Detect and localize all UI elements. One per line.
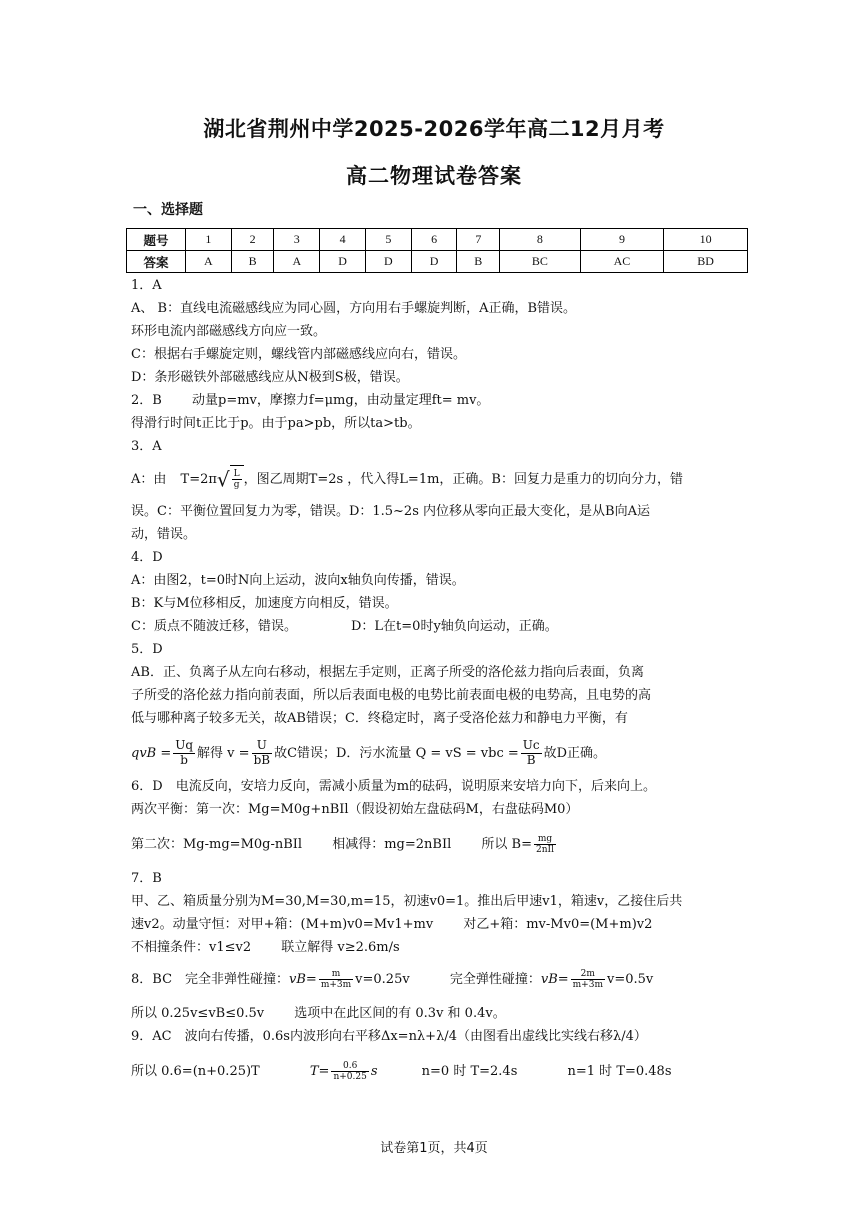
q7-text: 不相撞条件：v1≤v2 [131, 940, 252, 955]
q8-formula-line [131, 965, 653, 995]
q8-text: 所以 0.25v≤vB≤0.5v [131, 1006, 265, 1021]
table-cell: 3 [274, 229, 320, 251]
frac-den: n+0.25 [333, 1072, 367, 1082]
table-cell: B [457, 251, 500, 273]
fraction [331, 1061, 368, 1083]
q9-unit: s [370, 1064, 378, 1079]
q4-line: A：由图2，t=0时N向上运动，波向x轴负向传播，错误。 [131, 573, 465, 588]
table-cell: D [365, 251, 411, 273]
table-row-answers [127, 251, 748, 273]
table-cell: 10 [664, 229, 748, 251]
table-cell: AC [580, 251, 664, 273]
frac-num: L [233, 468, 240, 479]
q6-text: 第二次：Mg-mg=M0g-nBIl [131, 837, 303, 852]
q6-text: 相减得：mg=2nBIl [332, 837, 452, 852]
table-cell: 7 [457, 229, 500, 251]
table-cell: 6 [411, 229, 457, 251]
q5-line: AB．正、负离子从左向右移动，根据左手定则，正离子所受的洛伦兹力指向后表面，负离 [131, 665, 644, 680]
frac-num: Uq [175, 738, 194, 753]
fraction [521, 739, 542, 768]
table-cell: 2 [231, 229, 274, 251]
q3-formula-line [131, 465, 683, 494]
fraction [252, 739, 273, 768]
q7-text: 对乙+箱：mv-Mv0=(M+m)v2 [463, 917, 653, 932]
fraction [173, 739, 195, 768]
table-cell: A [274, 251, 320, 273]
q8-formula: vB= [540, 972, 569, 987]
q9-text: n=0 时 T=2.4s [421, 1064, 518, 1079]
q1-line: A、 B：直线电流磁感线应为同心圆，方向用右手螺旋判断，A正确，B错误。 [131, 301, 577, 316]
q9-text: 所以 0.6=(n+0.25)T [131, 1064, 260, 1079]
q4-line: B：K与M位移相反，加速度方向相反，错误。 [131, 596, 398, 611]
frac-num: Uc [522, 738, 540, 753]
q9-formula-line [131, 1057, 672, 1087]
frac-num: U [252, 739, 273, 754]
q8-text: v=0.25v [355, 972, 410, 987]
q6-line: 6．D 电流反向，安培力反向，需减小质量为m的砝码，说明原来安培力向下，后来向上。 [131, 779, 657, 794]
q7-heading: 7．B [131, 871, 162, 886]
q1-line: C：根据右手螺旋定则，螺线管内部磁感线应向右，错误。 [131, 347, 466, 362]
section-heading: 一、选择题 [133, 202, 203, 218]
q7-line [131, 916, 652, 934]
page-title: 湖北省荆州中学2025-2026学年高二12月月考 [203, 117, 665, 141]
q3-line: 误。C：平衡位置回复力为零，错误。D：1.5~2s 内位移从零向正最大变化，是从B向A运 [131, 504, 650, 519]
q5-line: 低与哪种离子较多无关，故AB错误；C．终稳定时，离子受洛伦兹力和静电力平衡，有 [131, 711, 628, 726]
frac-den: B [526, 753, 536, 767]
q3-text: A：由 [131, 472, 167, 487]
q5-formula: qvB = [131, 746, 172, 761]
fraction [571, 969, 605, 991]
table-cell: BD [664, 251, 748, 273]
q3-line: 动，错误。 [131, 527, 197, 542]
q7-text: 速v2。动量守恒：对甲+箱：(M+m)v0=Mv1+mv [131, 917, 434, 932]
frac-num: 2m [571, 969, 605, 980]
q5-line: 子所受的洛伦兹力指向前表面，所以后表面电极的电势比前表面电极的电势高，且电势的高 [131, 688, 652, 703]
q8-formula: vB= [289, 972, 317, 987]
q6-text: 所以 B= [481, 837, 533, 852]
q7-line: 甲、乙、箱质量分别为M=30,M=30,m=15，初速v0=1。推出后甲速v1，箱速v，乙接住后共 [131, 894, 683, 909]
page-footer: 试卷第1页，共4页 [380, 1141, 488, 1156]
frac-den: b [180, 753, 188, 767]
table-cell: A [186, 251, 232, 273]
q7-line [131, 939, 400, 957]
q9-formula: T= [309, 1064, 330, 1079]
q9-line: 9．AC 波向右传播，0.6s内波形向右平移Δx=nλ+λ/4（由图看出虚线比实线右移λ/4） [131, 1029, 647, 1044]
q4-heading: 4．D [131, 550, 163, 565]
q2-heading: 2．B [131, 393, 162, 408]
table-row-numbers [127, 229, 748, 251]
frac-den: g [233, 480, 240, 490]
q5-formula-line [131, 735, 606, 773]
fraction [534, 834, 556, 856]
table-cell: 9 [580, 229, 664, 251]
q3-text: ，图乙周期T=2s ，代入得L=1m，正确。B：回复力是重力的切向分力，错 [243, 472, 683, 487]
table-cell: BC [500, 251, 581, 273]
page-subtitle: 高二物理试卷答案 [346, 164, 522, 188]
frac-den: bB [253, 753, 271, 767]
fraction [319, 969, 353, 991]
q1-line: 环形电流内部磁感线方向应一致。 [131, 324, 327, 339]
table-cell: D [411, 251, 457, 273]
frac-num: mg [534, 834, 556, 845]
table-cell: 4 [320, 229, 366, 251]
frac-num: 0.6 [331, 1061, 368, 1072]
q1-line: D：条形磁铁外部磁感线应从N极到S极，错误。 [131, 370, 409, 385]
q5-text: 故C错误；D．污水流量 Q = vS = vbc = [274, 746, 519, 761]
q3-heading: 3．A [131, 439, 162, 454]
q3-formula: T=2π [180, 472, 217, 487]
q4-line: C：质点不随波迁移，错误。 [131, 619, 297, 634]
table-header-number: 题号 [127, 229, 186, 251]
q4-line: D：L在t=0时y轴负向运动，正确。 [351, 619, 558, 634]
table-cell: 5 [365, 229, 411, 251]
q5-text: 故D正确。 [543, 746, 607, 761]
table-cell: 8 [500, 229, 581, 251]
table-cell: 1 [186, 229, 232, 251]
q8-line [131, 1005, 506, 1023]
q5-text: 解得 v = [197, 746, 250, 761]
answer-table [126, 228, 748, 273]
table-cell: D [320, 251, 366, 273]
q8-text: 选项中在此区间的有 0.3v 和 0.4v。 [294, 1006, 506, 1021]
q2-line: 动量p=mv，摩擦力f=μmg，由动量定理ft= mv。 [192, 393, 490, 408]
frac-den: m+3m [572, 980, 603, 990]
q2-line: 得滑行时间t正比于p。由于pa>pb，所以ta>tb。 [131, 416, 421, 431]
q8-text: 完全弹性碰撞： [449, 972, 541, 987]
q6-formula-line [131, 830, 558, 860]
q5-heading: 5．D [131, 642, 163, 657]
q1-heading: 1．A [131, 278, 162, 293]
q7-text: 联立解得 v≥2.6m/s [281, 940, 400, 955]
q8-text: 8．BC 完全非弹性碰撞： [131, 972, 290, 987]
frac-den: m+3m [320, 980, 352, 990]
table-header-answer: 答案 [127, 251, 186, 273]
frac-num: m [319, 969, 353, 980]
frac-den: 2nIl [536, 845, 554, 855]
q9-text: n=1 时 T=0.48s [567, 1064, 672, 1079]
q8-text: v=0.5v [606, 972, 654, 987]
q6-line: 两次平衡：第一次：Mg=M0g+nBIl（假设初始左盘砝码M，右盘砝码M0） [131, 802, 579, 817]
sqrt-sign: √ $\frac{L}{g}$ [217, 465, 244, 494]
table-cell: B [231, 251, 274, 273]
